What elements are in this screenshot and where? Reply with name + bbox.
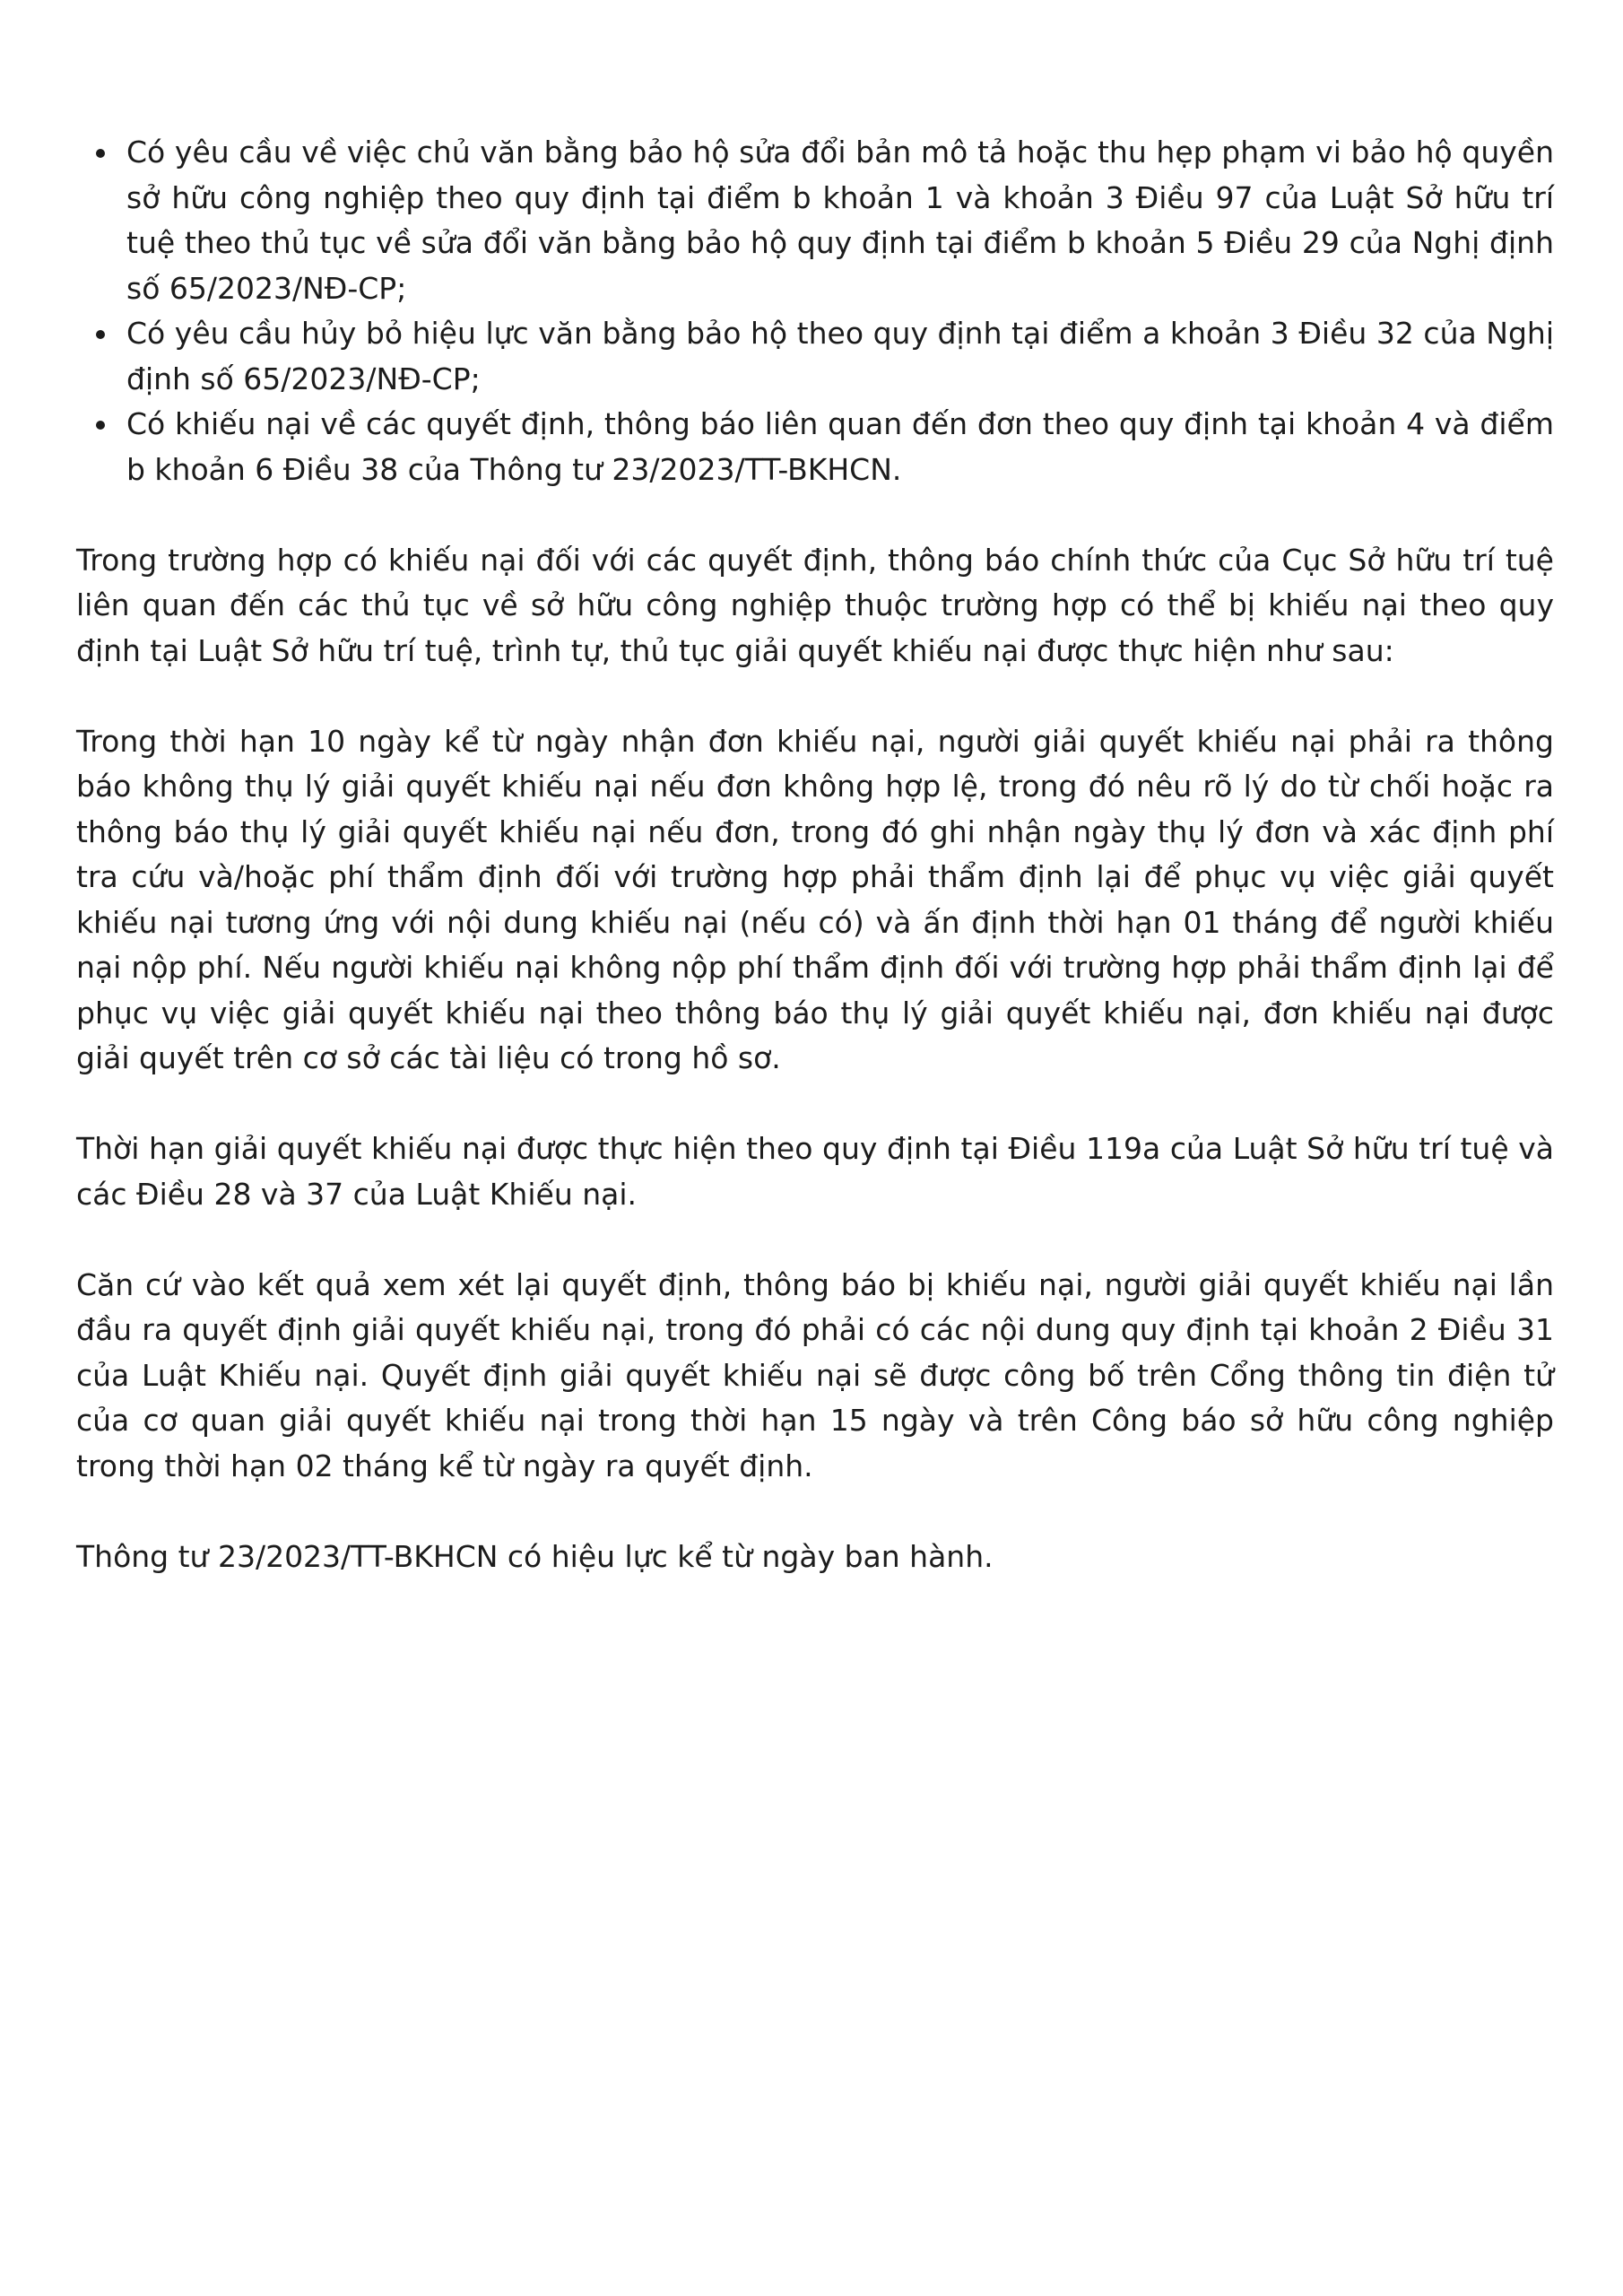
bullet-dot-icon — [96, 149, 105, 158]
list-item — [76, 311, 1554, 402]
bullet-list — [76, 130, 1554, 492]
bullet-dot-icon — [96, 330, 105, 339]
paragraph-complaint-decision: Căn cứ vào kết quả xem xét lại quyết định, thông báo bị khiếu nại, người giải quyết khiếu nại lần đầu ra quyết định giải quyết khiếu nại, trong đó phải có các nội dung quy định tại khoản 2 Điều 31 của Luật Khiếu nại. Quyết định giải quyết khiếu nại sẽ được công bố trên Cổng thông tin điện tử của cơ quan giải quyết khiếu nại trong thời hạn 15 ngày và trên Công báo sở hữu công nghiệp trong thời hạn 02 tháng kể từ ngày ra quyết định. — [76, 1266, 1554, 1483]
paragraph-complaint-deadline: Thời hạn giải quyết khiếu nại được thực hiện theo quy định tại Điều 119a của Luật Sở hữu trí tuệ và các Điều 28 và 37 của Luật Khiếu nại. — [76, 1131, 1554, 1212]
list-item — [76, 402, 1554, 492]
document-page — [76, 130, 1554, 1579]
paragraph-complaint-intro: Trong trường hợp có khiếu nại đối với các quyết định, thông báo chính thức của Cục Sở hữu trí tuệ liên quan đến các thủ tục về sở hữu công nghiệp thuộc trường hợp có thể bị khiếu nại theo quy định tại Luật Sở hữu trí tuệ, trình tự, thủ tục giải quyết khiếu nại được thực hiện như sau: — [76, 542, 1554, 668]
list-item-text: Có yêu cầu về việc chủ văn bằng bảo hộ sửa đổi bản mô tả hoặc thu hẹp phạm vi bảo hộ quyền sở hữu công nghiệp theo quy định tại điểm b khoản 1 và khoản 3 Điều 97 của Luật Sở hữu trí tuệ theo thủ tục về sửa đổi văn bằng bảo hộ quy định tại điểm b khoản 5 Điều 29 của Nghị định số 65/2023/NĐ-CP; — [126, 135, 1554, 306]
list-item — [76, 130, 1554, 311]
paragraph-complaint-procedure: Trong thời hạn 10 ngày kể từ ngày nhận đơn khiếu nại, người giải quyết khiếu nại phải ra thông báo không thụ lý giải quyết khiếu nại nếu đơn không hợp lệ, trong đó nêu rõ lý do từ chối hoặc ra thông báo thụ lý giải quyết khiếu nại nếu đơn, trong đó ghi nhận ngày thụ lý đơn và xác định phí tra cứu và/hoặc phí thẩm định đối với trường hợp phải thẩm định lại để phục vụ việc giải quyết khiếu nại tương ứng với nội dung khiếu nại (nếu có) và ấn định thời hạn 01 tháng để người khiếu nại nộp phí. Nếu người khiếu nại không nộp phí thẩm định đối với trường hợp phải thẩm định lại để phục vụ việc giải quyết khiếu nại theo thông báo thụ lý giải quyết khiếu nại, đơn khiếu nại được giải quyết trên cơ sở các tài liệu có trong hồ sơ. — [76, 723, 1554, 1075]
list-item-text: Có khiếu nại về các quyết định, thông báo liên quan đến đơn theo quy định tại khoản 4 và điểm b khoản 6 Điều 38 của Thông tư 23/2023/TT-BKHCN. — [126, 406, 1554, 487]
list-item-text: Có yêu cầu hủy bỏ hiệu lực văn bằng bảo hộ theo quy định tại điểm a khoản 3 Điều 32 của Nghị định số 65/2023/NĐ-CP; — [126, 316, 1554, 396]
bullet-dot-icon — [96, 421, 105, 430]
paragraph-effective-date: Thông tư 23/2023/TT-BKHCN có hiệu lực kể từ ngày ban hành. — [76, 1538, 994, 1574]
